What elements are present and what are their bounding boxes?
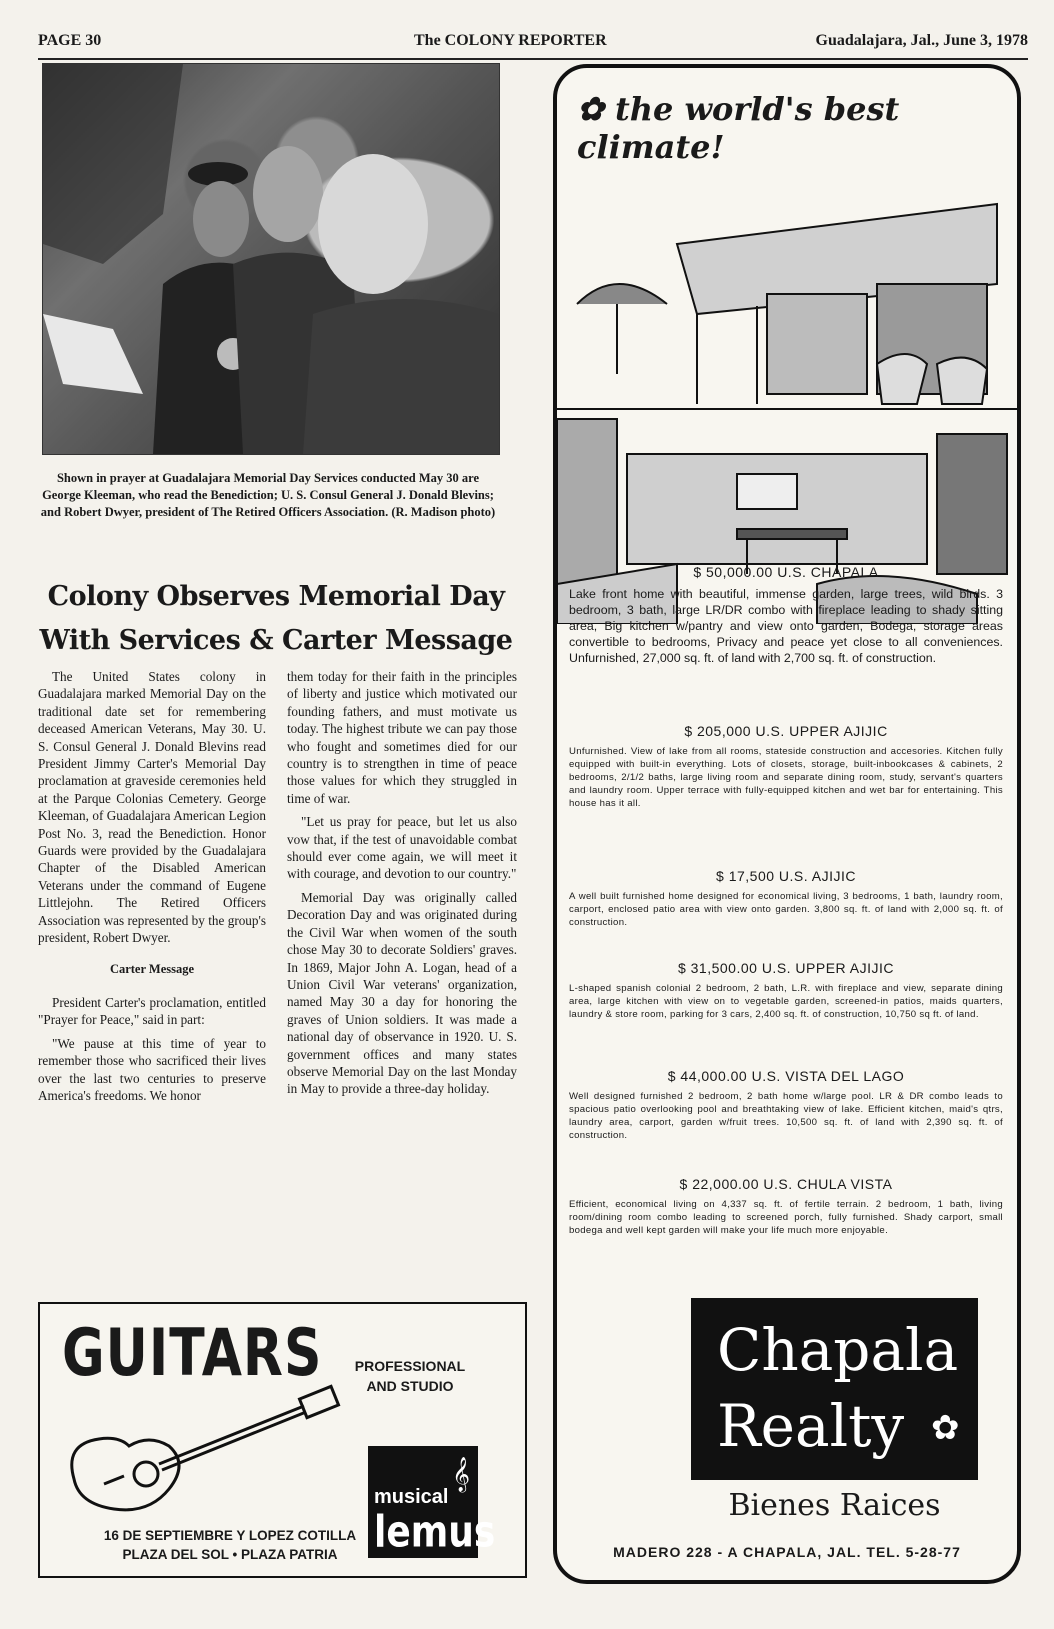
article-paragraph: them today for their faith in the principles of liberty and justice which motivated our founding fathers, and must motivate us today. The highest tribute we can pay those who fought and sometimes died for our country is to strengthen in time of peace those values for which they struggled in time of war. (287, 669, 517, 806)
listing-chapala (569, 564, 1003, 666)
listing-description: A well built furnished home designed for economical living, 3 bedrooms, 1 bath, laundry room, carport, enclosed patio area with view onto garden. 3,800 sq. ft. of land with 2,000 sq. ft. of construction. (569, 891, 1003, 928)
listing-ajijic-17k (569, 868, 1003, 929)
clover-icon: ✿ (577, 90, 615, 128)
memorial-day-photo (42, 63, 500, 455)
article-column-2 (287, 668, 517, 1104)
tagline-line-2: AND STUDIO (366, 1378, 454, 1394)
article-paragraph: Memorial Day was originally called Decoration Day and was originated during the Civil War when women of the south chose May 30 to decorate Soldiers' graves. In 1869, Major John A. Logan, head of a Union Civil War veterans' organization, named May 30 a day for honoring the graves of Union soldiers. It was made a national day of observance in 1920. U. S. government offices and many states observe Memorial Day on the last Monday in May to provide a three-day holiday. (287, 889, 517, 1097)
musical-lemus-logo (368, 1446, 496, 1558)
realty-address: MADERO 228 - A CHAPALA, JAL. TEL. 5-28-77 (613, 1544, 961, 1560)
logo-line-1: musical (374, 1486, 449, 1508)
listing-price: $ 17,500 U.S. AJIJIC (716, 868, 856, 884)
guitars-advertisement (38, 1302, 527, 1578)
listing-price: $ 44,000.00 U.S. VISTA DEL LAGO (667, 1068, 905, 1084)
listing-vista-del-lago (569, 1068, 1003, 1142)
listing-description: Well designed furnished 2 bedroom, 2 bath home w/large pool. LR & DR combo leads to spacious patio overlooking pool and breathtaking view of lake. Efficient kitchen, maid's qtrs, laundry area, carport, garden w/fruit trees. 10,500 sq. ft. of land with 2,390 sq. ft. of construction. (569, 1091, 1003, 1141)
article-headline (36, 575, 516, 663)
house-sketch-illustration (557, 134, 1017, 624)
guitar-illustration-icon (54, 1384, 354, 1524)
logo-line-2: lemus (374, 1508, 496, 1558)
article-paragraph: "We pause at this time of year to remember those who sacrificed their lives over the last two centuries to preserve America's freedoms. We honor (38, 1035, 266, 1103)
photo-caption: Shown in prayer at Guadalajara Memorial Day Services conducted May 30 are George Kleeman, who read the Benediction; U. S. Consul General J. Donald Blevins; and Robert Dwyer, president of The Retired Officers Association. (R. Madison photo) (40, 471, 496, 519)
listing-chula-vista (569, 1176, 1003, 1237)
listing-upper-ajijic-205k (569, 723, 1003, 810)
listing-price: $ 31,500.00 U.S. UPPER AJIJIC (677, 960, 895, 976)
issue-dateline: Guadalajara, Jal., June 3, 1978 (815, 32, 1028, 49)
logo-line-1: Chapala (717, 1316, 959, 1384)
address-line-1: 16 DE SEPTIEMBRE Y LOPEZ COTILLA (103, 1528, 357, 1543)
listing-description: L-shaped spanish colonial 2 bedroom, 2 bath, L.R. with fireplace and view, separate dining area, large kitchen with view on to vegetable garden, screened-in patios, maids quarters, laundry & store room, parking for 3 cars, 2,400 sq. ft. of construction, 10,750 sq ft. of land. (569, 983, 1003, 1020)
address-line-2: PLAZA DEL SOL • PLAZA PATRIA (122, 1547, 338, 1562)
article-paragraph: President Carter's proclamation, entitled "Prayer for Peace," said in part: (38, 994, 266, 1028)
guitars-tagline (345, 1356, 475, 1396)
chapala-realty-advertisement (553, 64, 1021, 1584)
article-paragraph: "Let us pray for peace, but let us also vow that, if the test of unavoidable combat should ever come again, we will meet it with courage, and devotion to our country." (287, 814, 517, 882)
newspaper-name: The COLONY REPORTER (414, 32, 607, 49)
listing-description: Lake front home with beautiful, immense garden, large trees, wild birds. 3 bedroom, 3 bath, large LR/DR combo with fireplace leading to shady sitting area, Big kitchen w/pantry and view onto garden, Bodega, storage areas convertible to bedrooms, Privacy and peace yet close to all conveniences. Unfurnished, 27,000 sq. ft. of land with 2,700 sq. ft. of construction. (569, 587, 1003, 665)
tagline-line-1: PROFESSIONAL (354, 1358, 466, 1374)
listing-price: $ 22,000.00 U.S. CHULA VISTA (679, 1176, 893, 1192)
guitars-address (80, 1526, 380, 1564)
article-subhead: Carter Message (109, 961, 195, 976)
chapala-realty-logo (691, 1298, 978, 1480)
headline-line-1: Colony Observes Memorial Day (47, 581, 505, 612)
listing-description: Unfurnished. View of lake from all rooms, stateside construction and accesories. Kitchen fully equipped with built-in everything. Lots of closets, storage, built-inbookcases & cabinets, 2 bedrooms, 2/1/2 baths, large living room and separate dining room, study, servant's quarters and laundry room. Upper terrace with fully-equipped kitchen and wet bar for entertaining. This house has it all. (569, 746, 1003, 809)
masthead (38, 28, 1028, 60)
listing-description: Efficient, economical living on 4,337 sq. ft. of fertile terrain. 2 bedroom, 1 bath, living room/dining room combo leading to screened porch, fully furnished. Shady carport, small bodega and well kept garden will make your life much more enjoyable. (569, 1199, 1003, 1236)
guitars-brand-title: GUITARS (62, 1316, 323, 1391)
article-paragraph: The United States colony in Guadalajara marked Memorial Day on the traditional date set for remembering deceased American Veterans, May 30. U. S. Consul General J. Donald Blevins read President Jimmy Carter's Memorial Day proclamation at graveside ceremonies held at the Parque Colonias Cemetery. George Kleeman, of Guadalajara American Legion Post No. 3, read the Benediction. Honor Guards were provided by the Guadalajara Chapter of the Disabled American Veterans under the command of Eugene Littlejohn. The Retired Officers Association was represented by the group's president, Robert Dwyer. (38, 669, 266, 946)
tagline-text: the world's best climate! (577, 90, 900, 166)
page-number: PAGE 30 (38, 32, 102, 49)
listing-price: $ 50,000.00 U.S. CHAPALA (693, 564, 879, 580)
bienes-raices-label: Bienes Raices (728, 1488, 941, 1523)
treble-clef-icon: 𝄞 (452, 1458, 470, 1491)
listing-price: $ 205,000 U.S. UPPER AJIJIC (684, 723, 888, 739)
headline-line-2: With Services & Carter Message (39, 625, 513, 656)
article-column-1 (38, 668, 266, 1110)
clover-icon: ✿ (931, 1410, 960, 1447)
listing-upper-ajijic-31k (569, 960, 1003, 1021)
logo-line-2: Realty (717, 1392, 905, 1460)
